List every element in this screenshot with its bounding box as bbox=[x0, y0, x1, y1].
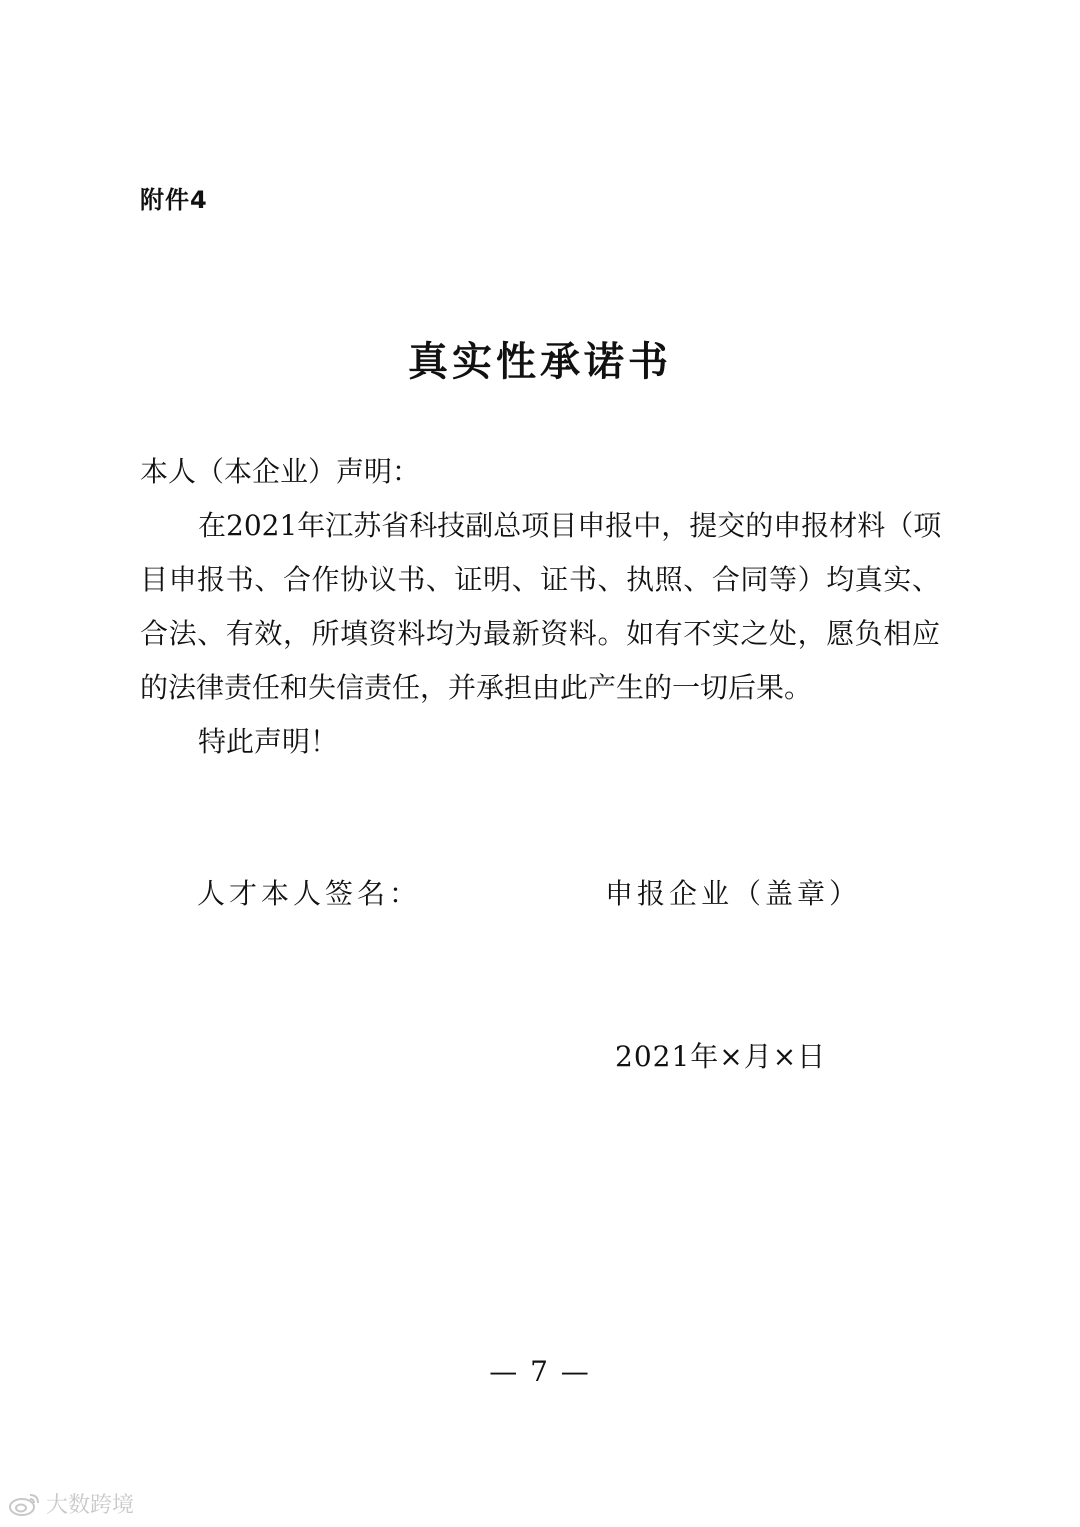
paragraph-line-2: 目申报书、合作协议书、证明、证书、执照、合同等）均真实、 bbox=[140, 563, 940, 596]
company-stamp-label: 申报企业（盖章） bbox=[605, 877, 862, 910]
attachment-label: 附件4 bbox=[140, 186, 208, 214]
watermark-text: 大数跨境 bbox=[46, 1493, 135, 1518]
weibo-logo-icon bbox=[8, 1491, 42, 1517]
declarant-line: 本人（本企业）声明： bbox=[140, 455, 421, 488]
paragraph-line-3: 合法、有效，所填资料均为最新资料。如有不实之处，愿负相应 bbox=[140, 617, 940, 650]
signature-label: 人才本人签名： bbox=[197, 877, 422, 910]
document-title: 真实性承诺书 bbox=[408, 338, 672, 385]
paragraph-line-1: 在2021年江苏省科技副总项目申报中，提交的申报材料（项 bbox=[198, 509, 942, 542]
watermark bbox=[8, 1488, 134, 1519]
date-line: 2021年×月×日 bbox=[615, 1040, 827, 1073]
paragraph-line-4: 的法律责任和失信责任，并承担由此产生的一切后果。 bbox=[140, 671, 813, 704]
closing-statement: 特此声明！ bbox=[198, 725, 339, 758]
declaration-body bbox=[140, 445, 940, 769]
page-number: — 7 — bbox=[489, 1355, 591, 1388]
